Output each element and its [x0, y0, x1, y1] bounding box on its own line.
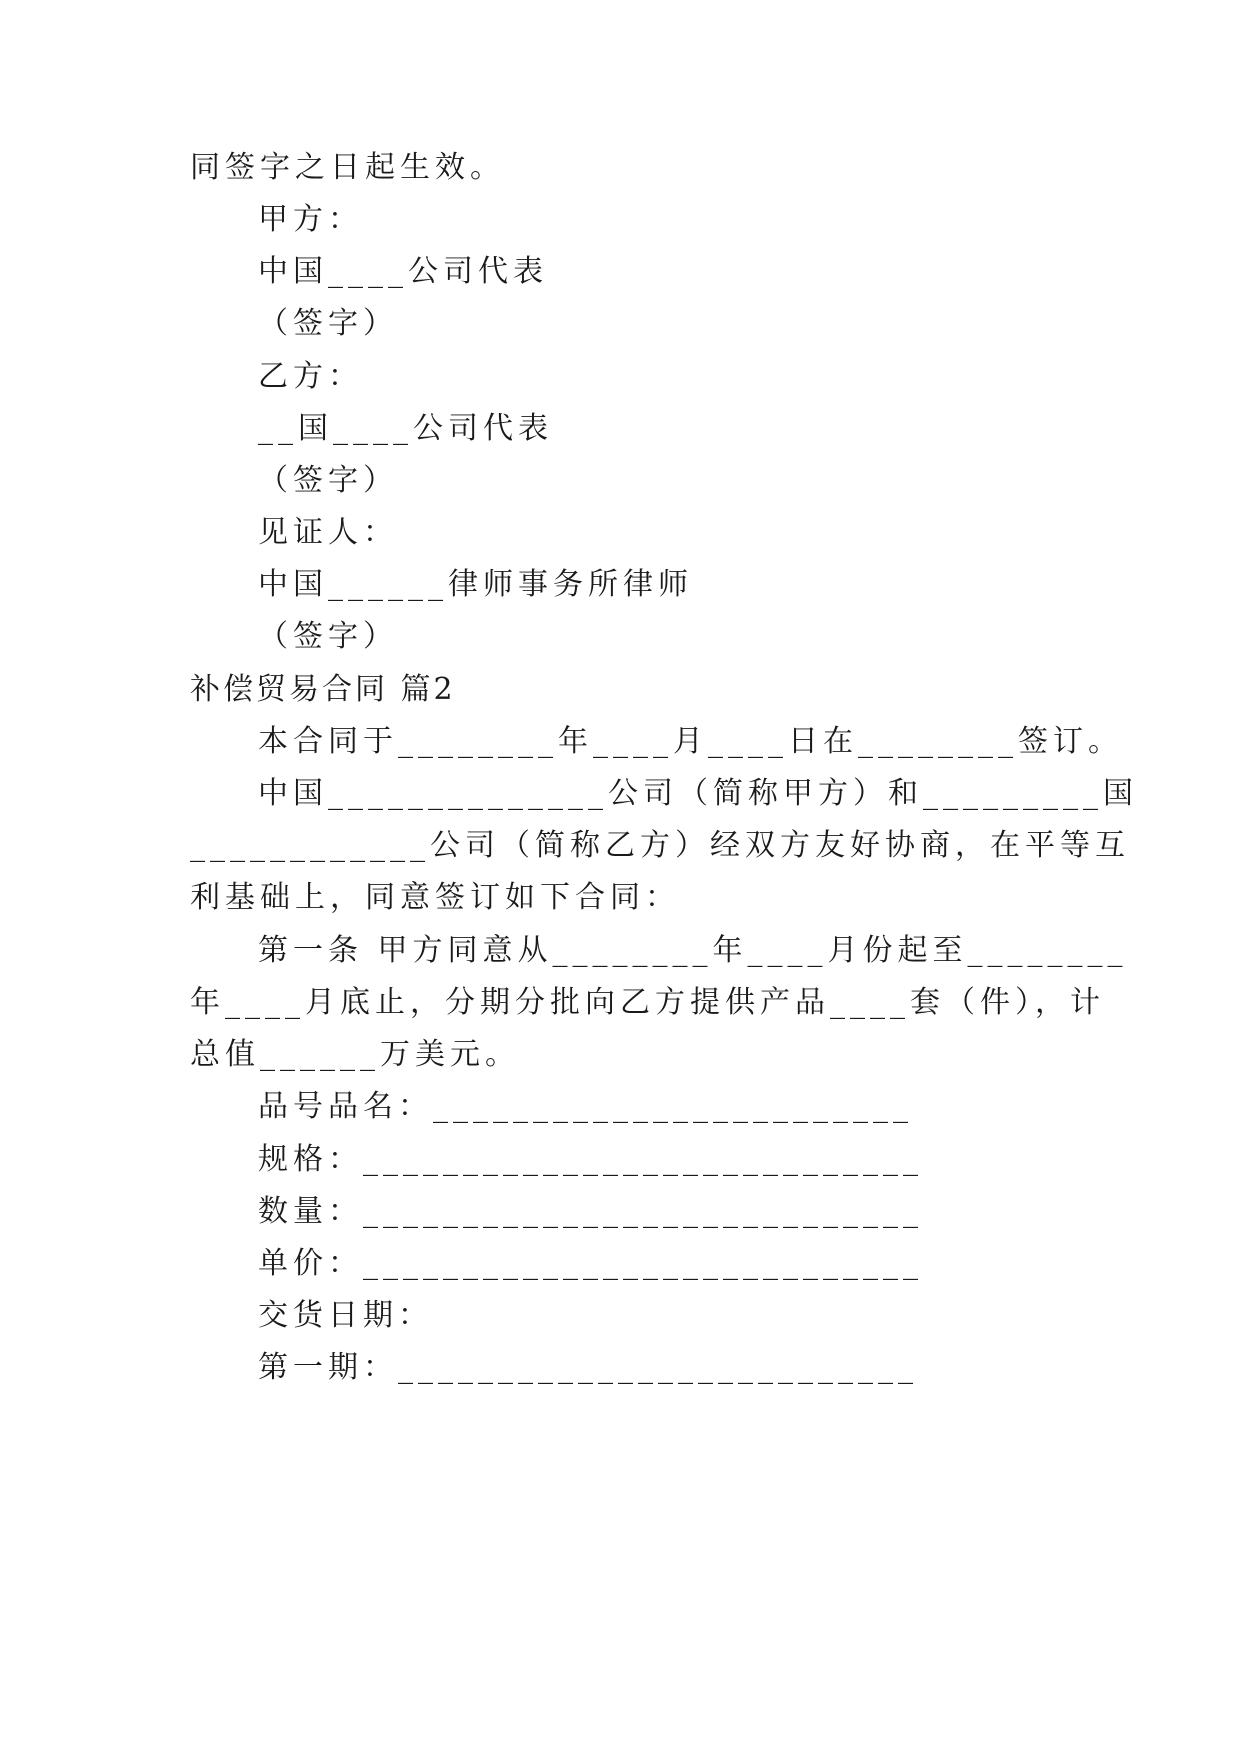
field-quantity: 数量：____________________________ [258, 1194, 923, 1229]
witness-lawyer: 中国______律师事务所律师 [258, 567, 693, 602]
text-line-effective: 同签字之日起生效。 [190, 150, 505, 185]
witness-label: 见证人： [258, 515, 398, 550]
paragraph-line: 中国______________公司（简称甲方）和_________国 [258, 776, 1138, 811]
party-b-signature: （签字） [258, 463, 398, 498]
party-a-signature: （签字） [258, 306, 398, 341]
party-b-label: 乙方： [258, 359, 363, 394]
section-heading: 补偿贸易合同 篇2 [190, 672, 456, 707]
field-product-name: 品号品名：________________________ [258, 1089, 913, 1124]
field-first-period: 第一期：__________________________ [258, 1350, 918, 1385]
article-one-line: 第一条 甲方同意从________年____月份起至________ [258, 933, 1128, 968]
party-b-representative: __国____公司代表 [258, 411, 553, 446]
paragraph-line: 利基础上，同意签订如下合同： [190, 880, 680, 915]
party-a-representative: 中国____公司代表 [258, 254, 548, 289]
field-unit-price: 单价：____________________________ [258, 1246, 923, 1281]
article-one-line: 年____月底止，分期分批向乙方提供产品____套（件），计 [190, 985, 1105, 1020]
contract-date-line: 本合同于________年____月____日在________签订。 [258, 724, 1123, 759]
witness-signature: （签字） [258, 619, 398, 654]
article-one-line: 总值______万美元。 [190, 1037, 520, 1072]
field-specification: 规格：____________________________ [258, 1142, 923, 1177]
paragraph-line: ____________公司（简称乙方）经双方友好协商，在平等互 [190, 828, 1130, 863]
field-delivery-date: 交货日期： [258, 1298, 433, 1333]
party-a-label: 甲方： [258, 202, 363, 237]
